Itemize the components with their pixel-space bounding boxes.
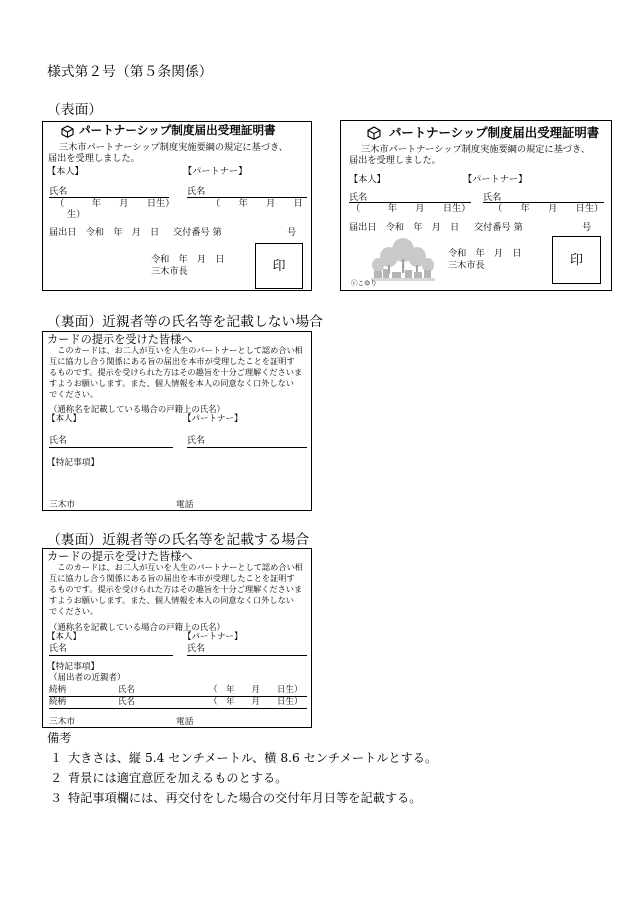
message-line: でください。 — [49, 605, 99, 616]
remarks-label: 【特記事項】 — [47, 662, 100, 672]
self-birth-date: （ 年 月 日生） — [55, 198, 175, 209]
issue-number-prefix: 交付番号 第 — [474, 221, 523, 233]
self-name-label: 氏名 — [49, 435, 68, 446]
background-illustration — [371, 237, 435, 283]
relative-row-underline — [49, 708, 307, 709]
issue-date: 令和 年 月 日 — [151, 253, 225, 265]
self-label: 【本人】 — [349, 173, 386, 185]
intro-line: 届出を受理しました。 — [349, 155, 441, 166]
message-line: すようお願いします。また、個人情報を本人の同意なく口外しない — [49, 378, 294, 389]
issuer: 三木市長 — [448, 259, 485, 271]
issue-number-suffix: 号 — [582, 221, 592, 233]
partner-name-underline — [187, 447, 307, 448]
note-number: ２ — [50, 770, 63, 785]
relative-name-label: 氏名 — [118, 697, 136, 707]
partner-name-label: 氏名 — [187, 643, 206, 654]
filing-date: 届出日 令和 年 月 日 — [49, 226, 160, 238]
front-card-right — [340, 120, 612, 291]
note-text: 特記事項欄には、再交付をした場合の交付年月日等を記載する。 — [68, 790, 422, 805]
intro-line: 届出を受理しました。 — [48, 152, 140, 164]
note-text: 大きさは、縦 5.4 センチメートル、横 8.6 センチメートルとする。 — [68, 750, 438, 765]
partner-label: 【パートナー】 — [183, 632, 243, 642]
card-title: パートナーシップ制度届出受理証明書 — [79, 123, 276, 137]
issue-date: 令和 年 月 日 — [448, 247, 522, 259]
message-line: るものです。提示を受けられた方はその趣旨を十分ご理解くださいま — [49, 584, 303, 595]
self-name-underline — [49, 655, 173, 656]
form-number: 様式第２号（第５条関係） — [47, 64, 213, 80]
city-name: 三木市 — [49, 716, 76, 727]
partner-birth-date: （ 年 月 日 — [211, 198, 303, 209]
back-card-without-relatives — [42, 331, 312, 511]
legal-name-note: （通称名を記載している場合の戸籍上の氏名） — [49, 404, 225, 414]
message-line: 互に協力し合う関係にある旨の届出を本市が受理したことを証明す — [49, 573, 295, 584]
relation-label: 続柄 — [49, 685, 67, 695]
issue-number-suffix: 号 — [287, 226, 297, 238]
intro-line: 三木市パートナーシップ制度実施要綱の規定に基づき、 — [59, 141, 288, 153]
note-number: ３ — [50, 790, 63, 805]
front-side-label: （表面） — [47, 102, 103, 118]
issue-number-prefix: 交付番号 第 — [173, 226, 222, 238]
relative-name-label: 氏名 — [118, 685, 136, 695]
notes-heading: 備考 — [47, 730, 72, 745]
relatives-label: （届出者の近親者） — [49, 673, 126, 683]
message-line: このカードは、お二人が互いを人生のパートナーとして認め合い相 — [49, 345, 303, 356]
illustration-credit: ⓒこゆり — [351, 279, 377, 287]
message-line: すようお願いします。また、個人情報を本人の同意なく口外しない — [49, 595, 294, 606]
self-name-label: 氏名 — [349, 191, 368, 203]
self-name-label: 氏名 — [49, 643, 68, 654]
partner-name-underline — [187, 655, 307, 656]
relative-birth-date: （ 年 月 日生） — [209, 697, 303, 707]
emblem-icon — [367, 126, 381, 140]
self-label: 【本人】 — [47, 414, 82, 424]
seal-box — [255, 243, 303, 289]
partner-name-label: 氏名 — [187, 185, 206, 197]
self-name-underline — [49, 447, 173, 448]
self-label: 【本人】 — [47, 632, 82, 642]
partner-label: 【パートナー】 — [463, 173, 528, 185]
remarks-label: 【特記事項】 — [47, 458, 100, 468]
ground — [371, 278, 435, 281]
card-heading: カードの提示を受けた皆様へ — [47, 549, 193, 563]
seal-label: 印 — [272, 258, 286, 274]
partner-name-label: 氏名 — [187, 435, 206, 446]
card-heading: カードの提示を受けた皆様へ — [47, 332, 193, 346]
seal-box — [552, 236, 601, 284]
phone-label: 電話 — [176, 716, 194, 727]
partner-label: 【パートナー】 — [183, 414, 243, 424]
relative-birth-date: （ 年 月 日生） — [209, 685, 303, 695]
partner-label: 【パートナー】 — [183, 165, 248, 177]
card-title: パートナーシップ制度届出受理証明書 — [389, 124, 600, 140]
seal-label: 印 — [569, 252, 583, 268]
filing-date: 届出日 令和 年 月 日 — [349, 221, 460, 233]
phone-label: 電話 — [176, 499, 194, 510]
message-line: るものです。提示を受けられた方はその趣旨を十分ご理解くださいま — [49, 367, 303, 378]
partner-name-label: 氏名 — [483, 191, 502, 203]
city-name: 三木市 — [49, 499, 76, 510]
front-card-left — [42, 121, 312, 291]
back-with-relatives-label: （裏面）近親者等の氏名等を記載する場合 — [47, 532, 310, 548]
message-line: 互に協力し合う関係にある旨の届出を本市が受理したことを証明す — [49, 356, 295, 367]
back-without-relatives-label: （裏面）近親者等の氏名等を記載しない場合 — [47, 314, 323, 330]
message-line: でください。 — [49, 389, 99, 400]
message-line: このカードは、お二人が互いを人生のパートナーとして認め合い相 — [49, 562, 303, 573]
partner-birth-date: （ 年 月 日生） — [493, 202, 604, 214]
intro-line: 三木市パートナーシップ制度実施要綱の規定に基づき、 — [361, 143, 590, 155]
partner-birth-date-wrap: 生） — [67, 209, 86, 220]
back-card-with-relatives — [42, 548, 312, 728]
relation-label: 続柄 — [49, 697, 67, 707]
note-number: １ — [50, 750, 63, 765]
self-birth-date: （ 年 月 日生） — [351, 202, 471, 214]
issuer: 三木市長 — [151, 265, 188, 277]
emblem-icon — [61, 125, 74, 138]
note-text: 背景には適宜意匠を加えるものとする。 — [68, 770, 288, 785]
self-name-label: 氏名 — [49, 185, 68, 197]
self-label: 【本人】 — [47, 165, 84, 177]
legal-name-note: （通称名を記載している場合の戸籍上の氏名） — [49, 622, 225, 632]
